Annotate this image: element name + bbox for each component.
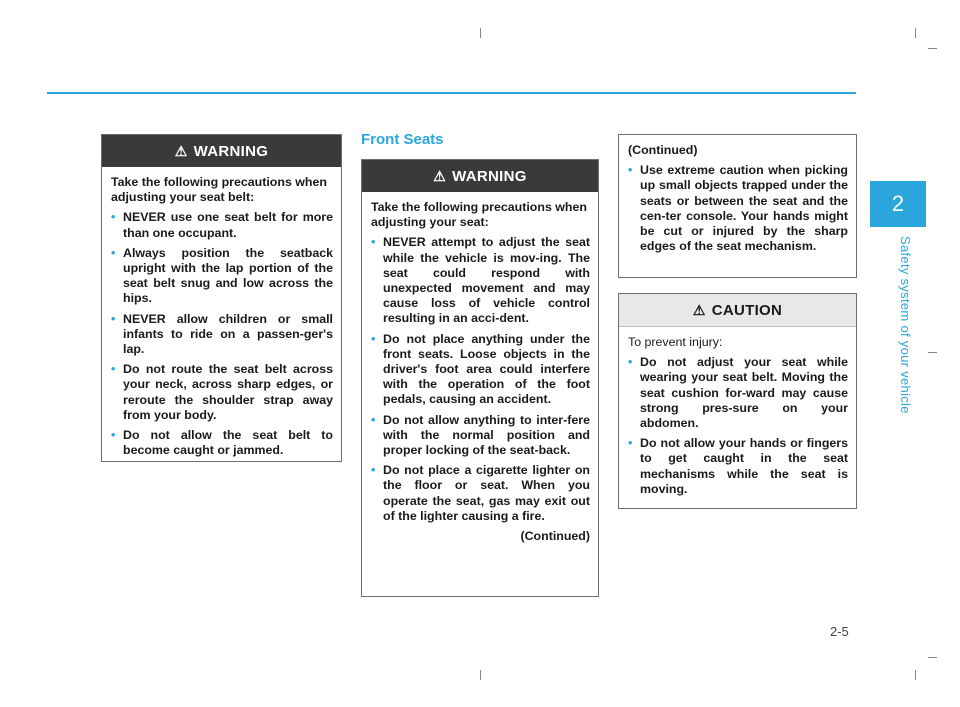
caution-intro: To prevent injury: — [628, 335, 723, 349]
list-item: • Do not allow your hands or fingers to get caught in the seat mechanisms while the seat is moving. — [628, 436, 848, 496]
warning-body — [619, 135, 856, 267]
warning-list — [111, 210, 333, 458]
bullet-icon: • — [371, 463, 376, 478]
warning-triangle-icon: ⚠ — [433, 167, 447, 184]
warning-list — [628, 163, 848, 254]
caution-list — [628, 355, 848, 497]
continued-label: (Continued) — [520, 529, 590, 544]
crop-mark-bottom-center — [480, 670, 481, 680]
continued-label: (Continued) — [628, 143, 698, 157]
list-item: • NEVER use one seat belt for more than one occupant. — [111, 210, 333, 240]
warning-list — [371, 235, 590, 524]
caution-box — [618, 293, 857, 509]
warning-header — [102, 135, 341, 167]
warning-box-front-seats — [361, 159, 599, 597]
header-rule — [47, 92, 856, 94]
warning-body — [102, 167, 341, 471]
crop-mark-bottom-right — [915, 670, 916, 680]
bullet-icon: • — [371, 235, 376, 250]
warning-header — [362, 160, 598, 192]
caution-header-label: CAUTION — [711, 301, 783, 319]
section-title: Front Seats — [361, 131, 444, 148]
warning-header-label: WARNING — [193, 142, 269, 160]
page-number: 2-5 — [830, 624, 849, 639]
list-item: • Do not adjust your seat while wearing your seat belt. Moving the seat cushion for-ward may cause strong pres-sure on your abdomen. — [628, 355, 848, 431]
caution-header — [619, 294, 856, 327]
crop-mark-top-right — [915, 28, 916, 38]
bullet-icon: • — [111, 210, 116, 225]
crop-mark-top-center — [480, 28, 481, 38]
crop-mark-right-lower — [928, 657, 937, 658]
crop-mark-right-middle — [928, 352, 937, 353]
list-item: • Use extreme caution when picking up small objects trapped under the seats or between the seat and the cen-ter console. Your hands might be cut or injured by the sharp edges of the seat mechanism. — [628, 163, 848, 254]
caution-triangle-icon: ⚠ — [692, 301, 706, 318]
list-item: • NEVER allow children or small infants to ride on a passen-ger's lap. — [111, 311, 333, 357]
warning-box-continued — [618, 134, 857, 278]
list-item: • Do not allow the seat belt to become caught or jammed. — [111, 428, 333, 458]
bullet-icon: • — [111, 362, 116, 377]
bullet-icon: • — [628, 355, 633, 370]
warning-intro: Take the following precautions when adjusting your seat: — [371, 200, 587, 230]
warning-body — [362, 192, 598, 557]
caution-body — [619, 327, 856, 510]
list-item: • Do not route the seat belt across your neck, across sharp edges, or reroute the shoulder strap away from your body. — [111, 362, 333, 422]
bullet-icon: • — [111, 311, 116, 326]
chapter-tab: 2 — [870, 181, 926, 227]
warning-header-label: WARNING — [452, 167, 527, 185]
bullet-icon: • — [628, 163, 633, 178]
warning-intro: Take the following precautions when adjusting your seat belt: — [111, 175, 327, 205]
bullet-icon: • — [111, 428, 116, 443]
crop-mark-right-upper — [928, 48, 937, 49]
list-item: • Do not allow anything to inter-fere with the normal position and proper locking of the seat-back. — [371, 412, 590, 458]
list-item: • Do not place anything under the front seats. Loose objects in the driver's foot area could interfere with the operation of the foot pedals, causing an accident. — [371, 331, 590, 407]
warning-triangle-icon: ⚠ — [174, 142, 188, 159]
bullet-icon: • — [371, 331, 376, 346]
bullet-icon: • — [371, 412, 376, 427]
list-item: • NEVER attempt to adjust the seat while the vehicle is mov-ing. The seat could respond with unexpected movement and may cause loss of vehicle control resulting in an acci-dent. — [371, 235, 590, 326]
bullet-icon: • — [111, 245, 116, 260]
chapter-title: Safety system of your vehicle — [898, 236, 913, 414]
list-item: • Do not place a cigarette lighter on the floor or seat. When you operate the seat, gas may exit out of the lighter causing a fire. — [371, 463, 590, 523]
list-item: • Always position the seatback upright with the lap portion of the seat belt snug and low across the hips. — [111, 245, 333, 306]
warning-box-seat-belt — [101, 134, 342, 462]
bullet-icon: • — [628, 436, 633, 451]
